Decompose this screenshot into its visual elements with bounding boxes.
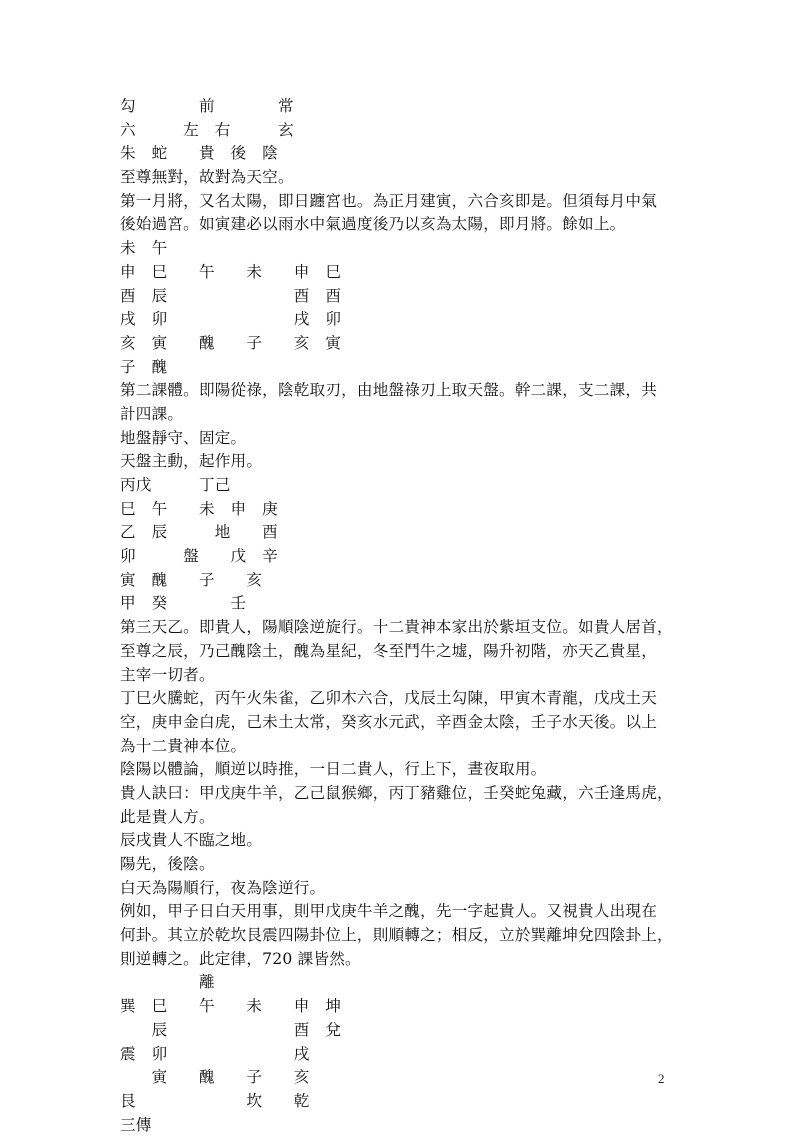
text-line: 巳 午 未 申 庚: [120, 499, 278, 518]
text-line: 天盤主動，起作用。: [120, 452, 263, 471]
text-line: 第二課體。即陽從祿，陰乾取刃，由地盤祿刃上取天盤。幹二課，支二課，共: [120, 381, 657, 400]
text-line: 勾 前 常: [120, 97, 294, 115]
text-line: 離: [120, 973, 215, 992]
text-line: 卯 盤 戊 辛: [120, 547, 278, 566]
document-body: [120, 95, 680, 1137]
text-line: 乙 辰 地 酉: [120, 523, 278, 542]
text-line: 酉 辰 酉 酉: [120, 286, 342, 305]
text-line: 申 巳 午 未 申 巳: [120, 262, 342, 281]
text-line: 第一月將，又名太陽，即日躔宮也。為正月建寅，六合亥即是。但須每月中氣: [120, 191, 657, 210]
text-line: 未 午: [120, 239, 168, 258]
text-line: 為十二貴神本位。: [120, 736, 247, 755]
text-line: 朱 蛇 貴 後 陰: [120, 144, 278, 163]
text-line: 巽 巳 午 未 申 坤: [120, 997, 342, 1016]
text-line: 子 醜: [120, 357, 168, 376]
text-line: 後始過宮。如寅建必以雨水中氣過度後乃以亥為太陽，即月將。餘如上。: [120, 215, 626, 234]
text-line: 震 卯 戌: [120, 1044, 310, 1063]
text-line: 亥 寅 醜 子 亥 寅: [120, 333, 342, 352]
text-line: 至尊無對，故對為天空。: [120, 168, 294, 187]
text-line: 計四課。: [120, 404, 184, 423]
text-line: 此是貴人方。: [120, 807, 215, 826]
text-line: 陰陽以體論，順逆以時推，一日二貴人，行上下，晝夜取用。: [120, 760, 547, 779]
text-line: 地盤靜守、固定。: [120, 428, 247, 447]
text-line: 丙戊 丁己: [120, 476, 231, 494]
text-line: 六 左 右 玄: [120, 120, 294, 139]
text-line: 寅 醜 子 亥: [120, 1068, 310, 1087]
text-line: 至尊之辰，乃己醜陰土，醜為星紀，冬至鬥牛之墟，陽升初階，亦天乙貴星，: [120, 641, 657, 660]
text-line: 辰戌貴人不臨之地。: [120, 831, 263, 850]
text-line: 貴人訣曰：甲戊庚牛羊，乙己鼠猴鄉，丙丁豬雞位，壬癸蛇兔藏，六壬逢馬虎，: [120, 783, 673, 802]
text-line: 戌 卯 戌 卯: [120, 310, 342, 329]
text-line: 何卦。其立於乾坎艮震四陽卦位上，則順轉之；相反，立於巽離坤兌四陰卦上，: [120, 926, 673, 945]
text-line: 辰 酉 兌: [120, 1020, 342, 1039]
text-line: 陽先，後陰。: [120, 855, 215, 873]
text-line: 艮 坎 乾: [120, 1091, 310, 1110]
text-line: 白天為陽順行，夜為陰逆行。: [120, 878, 326, 897]
text-line: 第三天乙。即貴人，陽順陰逆旋行。十二貴神本家出於紫垣支位。如貴人居首，: [120, 618, 673, 637]
text-line: 例如，甲子日白天用事，則甲戊庚牛羊之醜，先一字起貴人。又視貴人出現在: [120, 902, 657, 921]
text-line: 主宰一切者。: [120, 665, 215, 684]
text-line: 寅 醜 子 亥: [120, 570, 263, 589]
text-line: 三傳: [120, 1115, 152, 1134]
text-line: 則逆轉之。此定律，720 課皆然。: [120, 949, 361, 968]
page-number: 2: [658, 1071, 665, 1086]
text-line: 空，庚申金白虎，己未土太常，癸亥水元武，辛酉金太陰，壬子水天後。以上: [120, 712, 657, 731]
text-line: 丁巳火騰蛇，丙午火朱雀，乙卯木六合，戊辰土勾陳，甲寅木青龍，戊戌土天: [120, 689, 657, 708]
text-line: 甲 癸 壬: [120, 594, 247, 613]
